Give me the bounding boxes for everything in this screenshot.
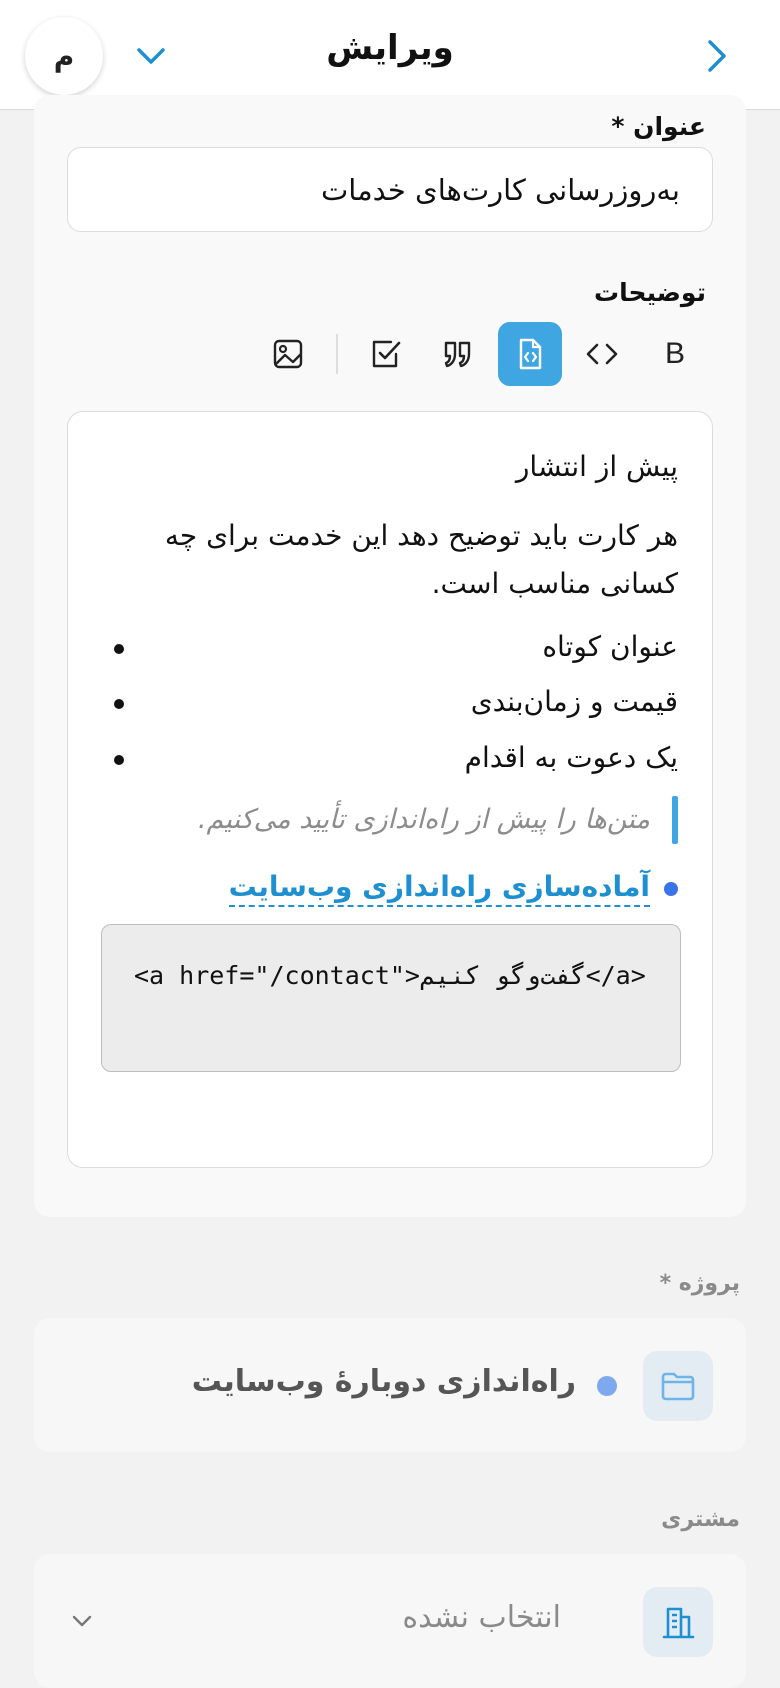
page-title: ویرایش [326,28,454,68]
bold-icon: B [664,337,685,370]
back-chevron-icon[interactable] [700,36,736,76]
image-button[interactable] [256,322,320,386]
checklist-button[interactable] [354,322,418,386]
code-block-button[interactable] [498,322,562,386]
list-item: یک دعوت به اقدام [464,741,678,774]
client-label: مشتری [661,1507,740,1532]
client-icon-box [643,1587,713,1657]
bold-button[interactable] [643,322,707,386]
quote-button[interactable] [426,322,490,386]
top-bar [0,0,780,110]
avatar[interactable] [25,17,103,95]
project-label: پروژه * [659,1271,740,1296]
list-item: عنوان کوتاه [542,630,678,663]
title-label: عنوان * [611,112,706,141]
chevron-down-icon[interactable] [67,1606,97,1636]
description-editor[interactable] [67,411,713,1168]
client-select[interactable] [34,1554,746,1688]
description-label: توضیحات [594,278,706,307]
client-value: انتخاب نشده [402,1600,561,1635]
title-input-value: به‌روزرسانی کارت‌های خدمات [320,172,680,207]
bullet-dot [114,699,124,709]
toolbar-divider [336,334,338,374]
code-block-icon [513,337,547,371]
title-input[interactable] [67,147,713,232]
code-block: <a href="/contact">گفت‌وگو کنیم</a> [101,924,681,1072]
bullet-dot [114,755,124,765]
editor-link[interactable]: آماده‌سازی راه‌اندازی وب‌سایت [130,870,650,903]
chevron-down-icon[interactable] [133,38,169,74]
building-icon [659,1603,697,1641]
bullet-dot [114,644,124,654]
folder-icon [659,1367,697,1405]
list-item: قیمت و زمان‌بندی [470,685,678,718]
editor-paragraph: هر کارت باید توضیح دهد این خدمت برای چه کسانی مناسب است. [164,519,678,600]
project-color-dot [597,1376,617,1396]
project-icon-box [643,1351,713,1421]
editor-heading: پیش از انتشار [515,450,678,483]
project-value: راه‌اندازی دوبارهٔ وب‌سایت [191,1364,576,1399]
quote-bar [672,796,678,844]
avatar-initial: م [53,39,75,73]
image-icon [271,337,305,371]
quote-icon [441,337,475,371]
code-icon [584,336,620,372]
project-select[interactable] [34,1318,746,1452]
checklist-icon [369,337,403,371]
link-dot [664,882,678,896]
editor-quote: متن‌ها را پیش از راه‌اندازی تأیید می‌کنیم. [197,804,650,835]
inline-code-button[interactable] [570,322,634,386]
